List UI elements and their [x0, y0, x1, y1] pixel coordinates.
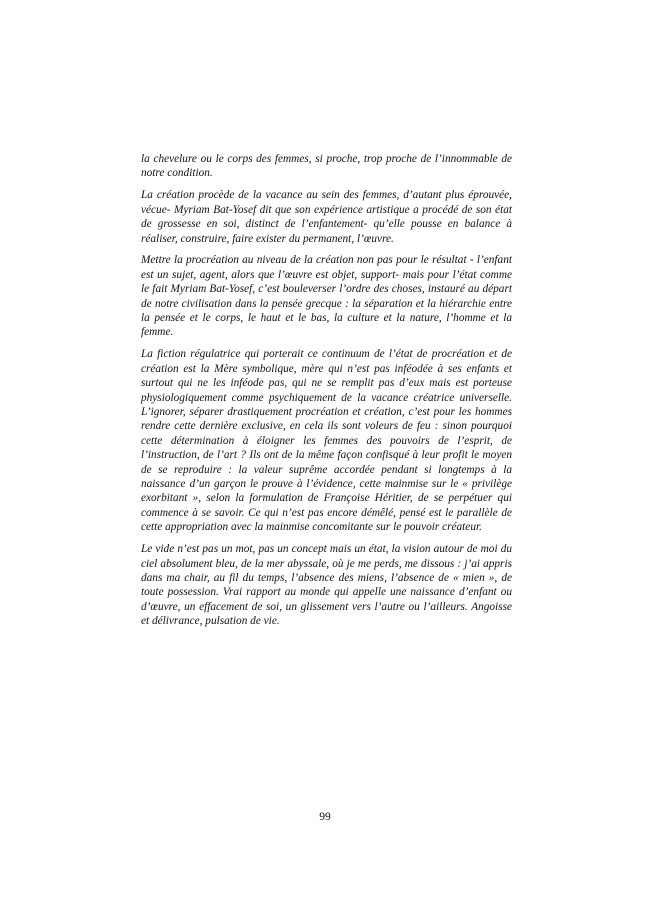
paragraph-3: Mettre la procréation au niveau de la création non pas pour le résultat - l’enfant est un sujet, agent, alors que l’œuvre est objet, support- mais pour l’état comme le fait Myriam Bat-Yosef, c’est bouleverser l’ordre des choses, instauré au départ de notre civilisation dans la pensée grecque : la séparation et la hiérarchie entre la pensée et le corps, le haut et le bas, la culture et la nature, l’homme et la femme. [141, 254, 512, 339]
paragraph-1: la chevelure ou le corps des femmes, si proche, trop proche de l’innommable de notre condition. [141, 153, 512, 180]
paragraph-2: La création procède de la vacance au sein des femmes, d’autant plus éprouvée, vécue- Myriam Bat-Yosef dit que son expérience artistique a procédé de son état de grossesse en soi, distinct de l’enfantement- qu’elle pousse en balance à réaliser, construire, faire exister du permanent, l’œuvre. [141, 189, 512, 245]
paragraph-4: La fiction régulatrice qui porterait ce continuum de l’état de procréation et de création est la Mère symbolique, mère qui n’est pas inféodée à ses enfants et surtout qui ne les inféode pas, qui ne se remplit pas d’eux mais est porteuse physiologiquement comme psychiquement de la vacance créatrice universelle. L’ignorer, séparer drastiquement procréation et création, c’est pour les hommes rendre cette dernière exclusive, en cela ils sont voleurs de feu : sinon pourquoi cette détermination à éloigner les femmes des pouvoirs de l’esprit, de l’instruction, de l’art ? Ils ont de la même façon confisqué à leur profit le moyen de se reproduire : la valeur suprême accordée pendant si longtemps à la naissance d’un garçon le prouve à l’évidence, cette mainmise sur le « privilège exorbitant », selon la formulation de Françoise Héritier, de se perpétuer qui commence à se savoir. Ce qui n’est pas encore démêlé, pensé est le parallèle de cette appropriation avec la mainmise concomitante sur le pouvoir créateur. [141, 348, 512, 534]
page-number: 99 [319, 811, 331, 823]
body-text [141, 152, 512, 636]
paragraph-5: Le vide n’est pas un mot, pas un concept mais un état, la vision autour de moi du ciel absolument bleu, de la mer abyssale, où je me perds, me dissous : j’ai appris dans ma chair, au fil du temps, l’absence des miens, l’absence de « mien », de toute possession. Vrai rapport au monde qui appelle une naissance d’enfant ou d’œuvre, un effacement de soi, un glissement vers l’autre ou l’ailleurs. Angoisse et délivrance, pulsation de vie. [141, 543, 512, 628]
